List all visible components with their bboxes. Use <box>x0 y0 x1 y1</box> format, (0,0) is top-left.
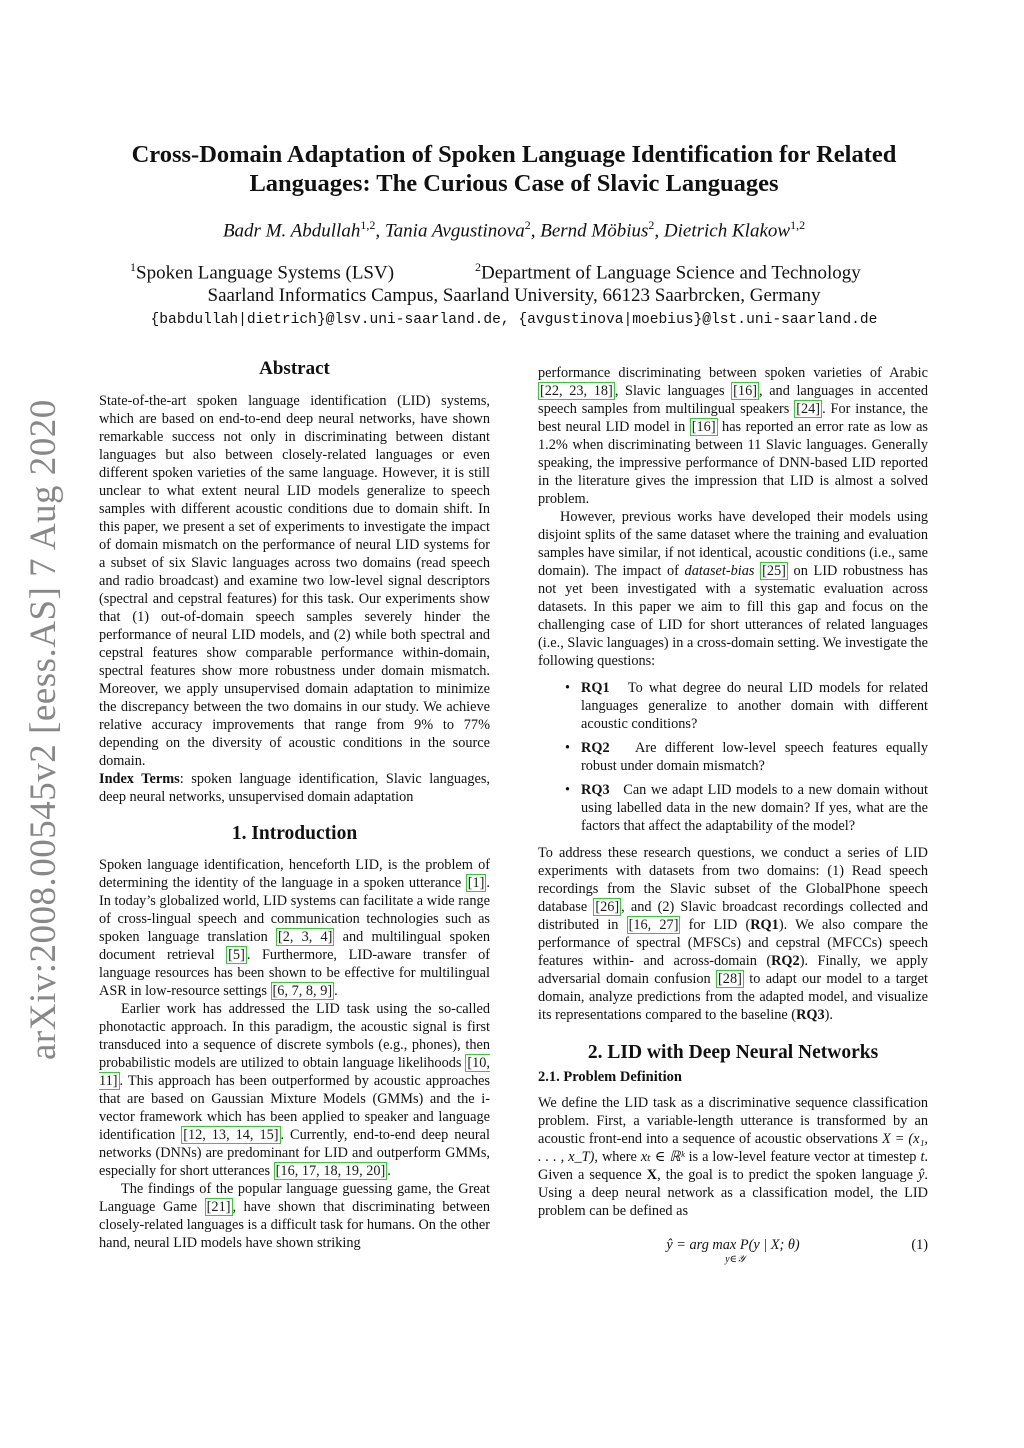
author-affil-mark: 2 <box>648 218 655 232</box>
rq-label: RQ3 <box>581 782 610 798</box>
citation-link[interactable]: [26] <box>595 899 620 915</box>
rq-label: RQ2 <box>581 740 610 756</box>
text-run: , where <box>594 1149 641 1165</box>
index-terms <box>99 770 490 806</box>
affil-text: Spoken Language Systems (LSV) <box>136 262 395 284</box>
author-name: Bernd Möbius <box>540 220 649 242</box>
bullet-icon: • <box>565 680 571 696</box>
author-affil-mark: 2 <box>524 218 531 232</box>
text-run: . Currently, end-to-end deep neural networks (DNNs) are predominant for LID and outperform GMMs, especially for short utterances <box>99 1127 490 1179</box>
citation-link[interactable]: [6, 7, 8, 9] <box>272 983 333 999</box>
intro-paragraph-2 <box>99 1000 490 1180</box>
author-name: Dietrich Klakow <box>663 220 791 242</box>
citation-link[interactable]: [22, 23, 18] <box>540 383 613 399</box>
math-inline: X = (x₁, . . . , x_T) <box>538 1131 928 1165</box>
author-emails[interactable]: {babdullah|dietrich}@lsv.uni-saarland.de, {avgustinova|moebius}@lst.uni-saarland.de <box>150 312 878 328</box>
left-column <box>99 360 490 1252</box>
paper-title <box>100 140 928 198</box>
affil-mark: 1 <box>130 260 136 274</box>
author-affil-mark: 1,2 <box>360 218 376 232</box>
affil-text: Department of Language Science and Technology <box>481 262 861 284</box>
text-run: We define the LID task as a discriminative sequence classification problem. First, a variable-length utterance is transformed by an acoustic front-end into a sequence of acoustic observations <box>538 1095 928 1147</box>
text-run: . Using a deep neural network as a classification model, the LID problem can be defined as <box>538 1167 928 1219</box>
abstract-heading: Abstract <box>259 358 330 379</box>
research-question-item <box>538 781 928 835</box>
research-question-item <box>538 679 928 733</box>
research-question-item <box>538 739 928 775</box>
text-run: . <box>334 983 338 999</box>
intro-paragraph-5 <box>538 508 928 670</box>
text-run: . <box>387 1163 391 1179</box>
arxiv-sidebar-id: arXiv:2008.00545v2 [eess.AS] 7 Aug 2020 <box>23 399 64 1060</box>
citation-link[interactable]: [24] <box>796 401 821 417</box>
text-run: . Furthermore, LID-aware transfer of language resources has been shown to be effective for multilingual ASR in low-resource settings <box>99 947 490 999</box>
affiliation-campus: Saarland Informatics Campus, Saarland University, 66123 Saarbrcken, Germany <box>207 285 821 306</box>
rq-ref: RQ2 <box>771 953 800 969</box>
index-terms-label: Index Terms <box>99 771 180 787</box>
affiliation-1 <box>130 260 394 284</box>
equation-body: ŷ = arg max P(y | X; θ) <box>666 1237 800 1253</box>
text-run: on LID robustness has not yet been investigated with a systematic evaluation across datasets. In this paper we aim to fill this gap and focus on the challenging case of LID for short utterances of related languages (i.e., Slavic languages) in a cross-domain setting. We investigate the following questions: <box>538 563 928 669</box>
text-run: . For instance, the best neural LID model in <box>538 401 928 435</box>
math-inline: X <box>646 1167 658 1183</box>
rq-ref: RQ1 <box>750 917 779 933</box>
bullet-icon: • <box>565 740 571 756</box>
text-run: , and (2) Slavic broadcast recordings collected and distributed in <box>538 899 928 933</box>
citation-link[interactable]: [1] <box>467 875 485 891</box>
equation-1 <box>538 1236 928 1270</box>
text-run: However, previous works have developed their models using disjoint splits of the same dataset where the training and evaluation samples have similar, if not identical, acoustic conditions (i.e., same domain). The impact of <box>538 509 928 579</box>
text-run: , the goal is to predict the spoken language <box>657 1167 919 1183</box>
text-run: Spoken language identification, henceforth LID, is the problem of determining the identity of the language in a spoken utterance <box>99 857 490 891</box>
rq-text: Can we adapt LID models to a new domain without using labelled data in the new domain? If yes, what are the factors that affect the adaptability of the model? <box>581 782 928 834</box>
citation-link[interactable]: [16] <box>733 383 757 399</box>
citation-link[interactable]: [16, 17, 18, 19, 20] <box>275 1163 386 1179</box>
text-run: , and languages in accented speech samples from multilingual speakers <box>538 383 928 417</box>
index-terms-text: : spoken language identification, Slavic languages, deep neural networks, unsupervised domain adaptation <box>99 771 490 805</box>
text-run: , have shown that discriminating between closely-related languages is a difficult task for humans. On the other hand, neural LID models have shown striking <box>99 1199 490 1251</box>
text-run: is a low-level feature vector at timestep <box>684 1149 921 1165</box>
rq-text: To what degree do neural LID models for related languages generalize to another domain with different acoustic conditions? <box>581 680 928 732</box>
section-1-heading: 1. Introduction <box>231 823 358 844</box>
citation-link[interactable]: [16, 27] <box>628 917 679 933</box>
text-run: to adapt our model to a target domain, analyze predictions from the adapted model, and visualize its representations compared to the baseline ( <box>538 971 928 1023</box>
math-inline: xₜ ∈ ℝᵏ <box>640 1149 685 1165</box>
emphasis-dataset-bias: dataset-bias <box>684 563 755 579</box>
text-run: and multilingual spoken document retrieval <box>99 929 491 963</box>
affiliation-2 <box>475 260 861 284</box>
intro-paragraph-3 <box>99 1180 490 1252</box>
author-name: Tania Avgustinova <box>384 220 525 242</box>
rq-ref: RQ3 <box>796 1007 825 1023</box>
equation-number: (1) <box>911 1237 928 1253</box>
text-run: , Slavic languages <box>614 383 732 399</box>
text-run: . This approach has been outperformed by acoustic approaches that are based on Gaussian Mixture Models (GMMs) and the i-vector framework which has been applied to speaker and language identification <box>99 1073 490 1143</box>
citation-link[interactable]: [16] <box>691 419 716 435</box>
citation-link[interactable]: [10, 11] <box>99 1055 490 1089</box>
text-run: ). We also compare the performance of spectral (MFSCs) and cepstral (MFCCs) speech features within- and across-domain ( <box>538 917 928 969</box>
bullet-icon: • <box>565 782 571 798</box>
subsection-2-1-heading: 2.1. Problem Definition <box>538 1069 682 1085</box>
author-affil-mark: 1,2 <box>790 218 806 232</box>
rq-label: RQ1 <box>581 680 610 696</box>
intro-paragraph-1 <box>99 856 490 1000</box>
research-questions-list <box>538 679 928 835</box>
citation-link[interactable]: [21] <box>206 1199 231 1215</box>
math-inline: t <box>920 1149 925 1165</box>
citation-link[interactable]: [25] <box>762 563 786 579</box>
citation-link[interactable]: [12, 13, 14, 15] <box>183 1127 279 1143</box>
affil-mark: 2 <box>475 260 481 274</box>
intro-paragraph-6 <box>538 844 928 1024</box>
text-run: ). <box>824 1007 834 1023</box>
abstract-text: State-of-the-art spoken language identification (LID) systems, which are based on end-to-end deep neural networks, have shown remarkable success not only in discriminating between distant languages but also between closely-related languages or even different spoken varieties of the same language. However, it is still unclear to what extent neural LID models generalize to speech samples with different acoustic conditions due to domain shift. In this paper, we present a set of experiments to investigate the impact of domain mismatch on the performance of neural LID systems for a subset of six Slavic languages across two domains (read speech and radio broadcast) and examine two low-level signal descriptors (spectral and cepstral features) for this task. Our experiments show that (1) out-of-domain speech samples severely hinder the performance of neural LID models, and (2) while both spectral and cepstral features show comparable performance within-domain, spectral features show more robustness under domain mismatch. Moreover, we apply unsupervised domain adaptation to minimize the discrepancy between the two domains in our study. We achieve relative accuracy improvements that range from 9% to 77% depending on the diversity of acoustic conditions in the source domain. <box>99 393 490 769</box>
section-2-paragraph-1 <box>538 1094 928 1220</box>
section-2-heading: 2. LID with Deep Neural Networks <box>587 1042 879 1063</box>
math-inline: ŷ <box>918 1167 925 1183</box>
text-run: To address these research questions, we conduct a series of LID experiments with datasets from two domains: (1) Read speech recordings from the Slavic subset of the GlobalPhone speech database <box>538 845 928 915</box>
rq-text: Are different low-level speech features equally robust under domain mismatch? <box>581 740 928 774</box>
text-run: The findings of the popular language guessing game, the Great Language Game <box>99 1181 490 1215</box>
text-run: ). Finally, we apply adversarial domain confusion <box>538 953 928 987</box>
text-run: has reported an error rate as low as 1.2% when discriminating between 11 Slavic languages. Generally speaking, the impressive performance of DNN-based LID reported in the literature gives the impression that LID is almost a solved problem. <box>538 419 928 507</box>
equation-subscript: y∈𝒴 <box>725 1254 745 1265</box>
title-line-2: Languages: The Curious Case of Slavic Languages <box>249 170 779 197</box>
citation-link[interactable]: [5] <box>228 947 245 963</box>
author-name: Badr M. Abdullah <box>222 220 361 242</box>
text-run: . In today’s globalized world, LID systems can facilitate a wide range of cross-lingual speech and communication technologies such as spoken language translation <box>99 875 490 945</box>
intro-paragraph-4 <box>538 364 928 508</box>
text-run: . Given a sequence <box>538 1149 928 1183</box>
right-column <box>538 364 928 1270</box>
title-line-1: Cross-Domain Adaptation of Spoken Language Identification for Related <box>131 141 897 168</box>
text-run: performance discriminating between spoken varieties of Arabic <box>538 365 928 381</box>
author-list: Badr M. Abdullah$^{1,2}$, Tania Avgustinova$^2$, Bernd Möbius$^2$, Dietrich Klakow$^{1,2}$ <box>222 218 806 242</box>
text-run: for LID ( <box>680 917 751 933</box>
text-run: Earlier work has addressed the LID task using the so-called phonotactic approach. In this paradigm, the acoustic signal is first transduced into a sequence of discrete symbols (e.g., phones), then probabilistic models are utilized to obtain language likelihoods <box>99 1001 490 1071</box>
citation-link[interactable]: [2, 3, 4] <box>277 929 333 945</box>
citation-link[interactable]: [28] <box>718 971 742 987</box>
